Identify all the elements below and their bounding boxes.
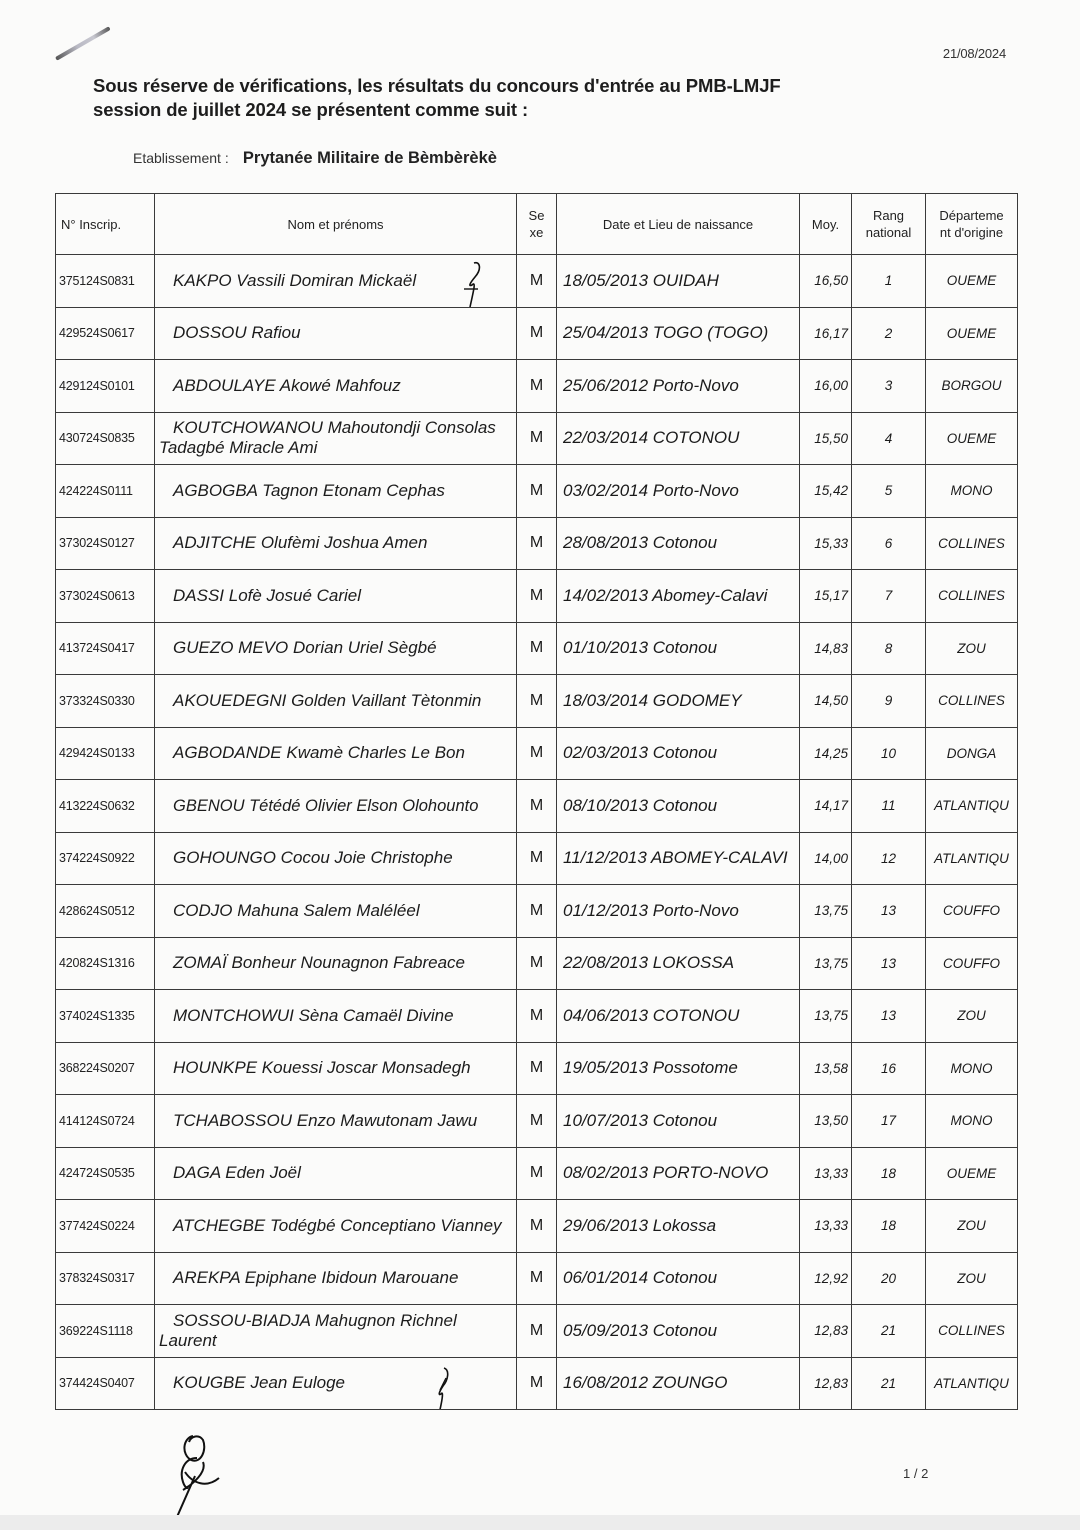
- cell-birth: 18/03/2014 GODOMEY: [557, 675, 800, 728]
- table-row: [56, 885, 1018, 938]
- rank-header-line-2: national: [865, 225, 912, 240]
- cell-name: AGBOGBA Tagnon Etonam Cephas: [155, 465, 517, 518]
- table-row: [56, 1357, 1018, 1410]
- cell-average: 12,83: [800, 1305, 852, 1358]
- cell-rank: 20: [852, 1252, 926, 1305]
- cell-department: ATLANTIQU: [926, 1357, 1018, 1410]
- cell-name: [155, 1357, 517, 1410]
- table-row: [56, 1095, 1018, 1148]
- cell-rank: 17: [852, 1095, 926, 1148]
- handwritten-initial-icon: [426, 1364, 456, 1410]
- cell-department: ZOU: [926, 1200, 1018, 1253]
- cell-rank: 6: [852, 517, 926, 570]
- cell-name: SOSSOU-BIADJA Mahugnon Richnel Laurent: [155, 1305, 517, 1358]
- cell-rank: 12: [852, 832, 926, 885]
- cell-average: 16,17: [800, 307, 852, 360]
- cell-id: 420824S1316: [56, 937, 155, 990]
- column-header-sex: [517, 194, 557, 255]
- cell-department: OUEME: [926, 1147, 1018, 1200]
- column-header-birth: Date et Lieu de naissance: [557, 194, 800, 255]
- cell-id: 374224S0922: [56, 832, 155, 885]
- cell-average: 13,33: [800, 1200, 852, 1253]
- cell-average: 15,17: [800, 570, 852, 623]
- column-header-department: [926, 194, 1018, 255]
- cell-sex: M: [517, 1200, 557, 1253]
- cell-name: GOHOUNGO Cocou Joie Christophe: [155, 832, 517, 885]
- cell-birth: 02/03/2013 Cotonou: [557, 727, 800, 780]
- cell-average: 13,75: [800, 990, 852, 1043]
- cell-name: ADJITCHE Olufèmi Joshua Amen: [155, 517, 517, 570]
- cell-rank: 13: [852, 885, 926, 938]
- table-row: [56, 465, 1018, 518]
- cell-birth: 28/08/2013 Cotonou: [557, 517, 800, 570]
- cell-birth: 08/10/2013 Cotonou: [557, 780, 800, 833]
- cell-name: KOUTCHOWANOU Mahoutondji Consolas Tadagbé Miracle Ami: [155, 412, 517, 465]
- cell-department: COLLINES: [926, 570, 1018, 623]
- cell-sex: M: [517, 622, 557, 675]
- cell-birth: 29/06/2013 Lokossa: [557, 1200, 800, 1253]
- cell-rank: 5: [852, 465, 926, 518]
- table-row: [56, 832, 1018, 885]
- cell-average: 13,33: [800, 1147, 852, 1200]
- cell-name: GBENOU Tétédé Olivier Elson Olohounto: [155, 780, 517, 833]
- cell-id: 374424S0407: [56, 1357, 155, 1410]
- cell-department: OUEME: [926, 307, 1018, 360]
- cell-birth: 05/09/2013 Cotonou: [557, 1305, 800, 1358]
- cell-name: DASSI Lofè Josué Cariel: [155, 570, 517, 623]
- table-header-row: [56, 194, 1018, 255]
- establishment-value: Prytanée Militaire de Bèmbèrèkè: [242, 149, 497, 167]
- cell-sex: M: [517, 360, 557, 413]
- cell-average: 14,50: [800, 675, 852, 728]
- cell-rank: 4: [852, 412, 926, 465]
- cell-name: HOUNKPE Kouessi Joscar Monsadegh: [155, 1042, 517, 1095]
- document-title: [93, 74, 953, 122]
- establishment: [133, 149, 497, 168]
- cell-department: COLLINES: [926, 675, 1018, 728]
- table-row: [56, 360, 1018, 413]
- dept-header-line-1: Départeme: [939, 208, 1004, 223]
- establishment-label: Etablissement :: [133, 150, 229, 166]
- table-row: [56, 675, 1018, 728]
- cell-department: COLLINES: [926, 1305, 1018, 1358]
- cell-birth: 18/05/2013 OUIDAH: [557, 255, 800, 308]
- cell-birth: 11/12/2013 ABOMEY-CALAVI: [557, 832, 800, 885]
- cell-id: 429124S0101: [56, 360, 155, 413]
- cell-average: 12,83: [800, 1357, 852, 1410]
- cell-sex: M: [517, 1357, 557, 1410]
- column-header-rank: [852, 194, 926, 255]
- cell-sex: M: [517, 885, 557, 938]
- cell-rank: 8: [852, 622, 926, 675]
- name-text: KAKPO Vassili Domiran Mickaël: [173, 270, 417, 290]
- cell-sex: M: [517, 937, 557, 990]
- results-table: [55, 193, 1018, 1410]
- cell-department: ATLANTIQU: [926, 832, 1018, 885]
- table-row: [56, 1305, 1018, 1358]
- cell-rank: 11: [852, 780, 926, 833]
- cell-department: MONO: [926, 465, 1018, 518]
- cell-sex: M: [517, 727, 557, 780]
- cell-department: ZOU: [926, 622, 1018, 675]
- cell-sex: M: [517, 307, 557, 360]
- table-row: [56, 570, 1018, 623]
- cell-department: DONGA: [926, 727, 1018, 780]
- pen-stroke-mark: [55, 26, 111, 60]
- cell-average: 12,92: [800, 1252, 852, 1305]
- table-row: [56, 780, 1018, 833]
- dept-header-line-2: nt d'origine: [939, 225, 1004, 240]
- cell-birth: 03/02/2014 Porto-Novo: [557, 465, 800, 518]
- cell-sex: M: [517, 1305, 557, 1358]
- cell-department: OUEME: [926, 412, 1018, 465]
- cell-rank: 16: [852, 1042, 926, 1095]
- cell-sex: M: [517, 832, 557, 885]
- cell-name: TCHABOSSOU Enzo Mawutonam Jawu: [155, 1095, 517, 1148]
- cell-id: 377424S0224: [56, 1200, 155, 1253]
- cell-name: DAGA Eden Joël: [155, 1147, 517, 1200]
- cell-id: 424724S0535: [56, 1147, 155, 1200]
- cell-department: MONO: [926, 1095, 1018, 1148]
- cell-sex: M: [517, 1252, 557, 1305]
- table-row: [56, 307, 1018, 360]
- cell-rank: 13: [852, 937, 926, 990]
- cell-average: 14,17: [800, 780, 852, 833]
- cell-birth: 16/08/2012 ZOUNGO: [557, 1357, 800, 1410]
- cell-rank: 7: [852, 570, 926, 623]
- cell-id: 373024S0127: [56, 517, 155, 570]
- cell-average: 14,00: [800, 832, 852, 885]
- cell-name: AKOUEDEGNI Golden Vaillant Tètonmin: [155, 675, 517, 728]
- cell-average: 15,42: [800, 465, 852, 518]
- cell-rank: 3: [852, 360, 926, 413]
- cell-name: ZOMAÏ Bonheur Nounagnon Fabreace: [155, 937, 517, 990]
- cell-average: 16,50: [800, 255, 852, 308]
- cell-department: OUEME: [926, 255, 1018, 308]
- cell-name: [155, 255, 517, 308]
- rank-header-line-1: Rang: [872, 208, 905, 223]
- cell-id: 374024S1335: [56, 990, 155, 1043]
- cell-rank: 18: [852, 1200, 926, 1253]
- cell-id: 373024S0613: [56, 570, 155, 623]
- cell-name: MONTCHOWUI Sèna Camaël Divine: [155, 990, 517, 1043]
- table-row: [56, 1252, 1018, 1305]
- cell-rank: 18: [852, 1147, 926, 1200]
- handwritten-initial-icon: [458, 259, 488, 307]
- cell-average: 13,75: [800, 937, 852, 990]
- cell-sex: M: [517, 1147, 557, 1200]
- page-number: 1 / 2: [903, 1466, 929, 1481]
- cell-average: 15,50: [800, 412, 852, 465]
- page-bottom-edge: [0, 1515, 1080, 1530]
- cell-id: 428624S0512: [56, 885, 155, 938]
- cell-birth: 04/06/2013 COTONOU: [557, 990, 800, 1043]
- cell-id: 429524S0617: [56, 307, 155, 360]
- cell-name: GUEZO MEVO Dorian Uriel Sègbé: [155, 622, 517, 675]
- cell-sex: M: [517, 1095, 557, 1148]
- table-row: [56, 412, 1018, 465]
- document-date: 21/08/2024: [942, 46, 1006, 61]
- cell-name: AREKPA Epiphane Ibidoun Marouane: [155, 1252, 517, 1305]
- title-line-1: Sous réserve de vérifications, les résultats du concours d'entrée au PMB-LMJF: [93, 75, 781, 96]
- cell-birth: 22/08/2013 LOKOSSA: [557, 937, 800, 990]
- cell-birth: 06/01/2014 Cotonou: [557, 1252, 800, 1305]
- cell-birth: 10/07/2013 Cotonou: [557, 1095, 800, 1148]
- name-text: KOUGBE Jean Euloge: [173, 1373, 345, 1393]
- cell-rank: 1: [852, 255, 926, 308]
- cell-department: ATLANTIQU: [926, 780, 1018, 833]
- cell-department: COUFFO: [926, 885, 1018, 938]
- cell-department: ZOU: [926, 1252, 1018, 1305]
- table-row: [56, 727, 1018, 780]
- cell-birth: 01/10/2013 Cotonou: [557, 622, 800, 675]
- cell-id: 378324S0317: [56, 1252, 155, 1305]
- cell-sex: M: [517, 990, 557, 1043]
- cell-name: AGBODANDE Kwamè Charles Le Bon: [155, 727, 517, 780]
- cell-sex: M: [517, 255, 557, 308]
- cell-rank: 21: [852, 1305, 926, 1358]
- title-line-2: session de juillet 2024 se présentent comme suit :: [93, 99, 529, 120]
- cell-birth: 25/04/2013 TOGO (TOGO): [557, 307, 800, 360]
- cell-average: 14,25: [800, 727, 852, 780]
- cell-birth: 08/02/2013 PORTO-NOVO: [557, 1147, 800, 1200]
- sex-header-line-2: xe: [529, 225, 544, 240]
- cell-sex: M: [517, 412, 557, 465]
- cell-rank: 2: [852, 307, 926, 360]
- column-header-avg: Moy.: [800, 194, 852, 255]
- cell-birth: 14/02/2013 Abomey-Calavi: [557, 570, 800, 623]
- cell-birth: 25/06/2012 Porto-Novo: [557, 360, 800, 413]
- cell-sex: M: [517, 780, 557, 833]
- cell-id: 429424S0133: [56, 727, 155, 780]
- table-row: [56, 517, 1018, 570]
- cell-id: 430724S0835: [56, 412, 155, 465]
- cell-average: 13,58: [800, 1042, 852, 1095]
- cell-average: 13,50: [800, 1095, 852, 1148]
- cell-average: 13,75: [800, 885, 852, 938]
- cell-department: MONO: [926, 1042, 1018, 1095]
- cell-id: 414124S0724: [56, 1095, 155, 1148]
- table-row: [56, 990, 1018, 1043]
- sex-header-line-1: Se: [528, 208, 545, 223]
- cell-average: 16,00: [800, 360, 852, 413]
- cell-name: CODJO Mahuna Salem Maléléel: [155, 885, 517, 938]
- cell-sex: M: [517, 1042, 557, 1095]
- cell-rank: 21: [852, 1357, 926, 1410]
- table-row: [56, 937, 1018, 990]
- cell-id: 413224S0632: [56, 780, 155, 833]
- cell-id: 373324S0330: [56, 675, 155, 728]
- cell-birth: 01/12/2013 Porto-Novo: [557, 885, 800, 938]
- cell-average: 15,33: [800, 517, 852, 570]
- cell-name: DOSSOU Rafiou: [155, 307, 517, 360]
- cell-name: ABDOULAYE Akowé Mahfouz: [155, 360, 517, 413]
- table-row: [56, 1200, 1018, 1253]
- cell-id: 413724S0417: [56, 622, 155, 675]
- cell-id: 375124S0831: [56, 255, 155, 308]
- cell-rank: 9: [852, 675, 926, 728]
- cell-rank: 13: [852, 990, 926, 1043]
- cell-id: 368224S0207: [56, 1042, 155, 1095]
- cell-average: 14,83: [800, 622, 852, 675]
- table-row: [56, 1147, 1018, 1200]
- cell-department: BORGOU: [926, 360, 1018, 413]
- cell-sex: M: [517, 570, 557, 623]
- table-row: [56, 1042, 1018, 1095]
- signature-icon: [163, 1432, 233, 1527]
- cell-id: 369224S1118: [56, 1305, 155, 1358]
- table-row: [56, 255, 1018, 308]
- cell-rank: 10: [852, 727, 926, 780]
- cell-id: 424224S0111: [56, 465, 155, 518]
- column-header-name: Nom et prénoms: [155, 194, 517, 255]
- table-row: [56, 622, 1018, 675]
- column-header-id: N° Inscrip.: [56, 194, 155, 255]
- cell-name: ATCHEGBE Todégbé Conceptiano Vianney: [155, 1200, 517, 1253]
- cell-birth: 22/03/2014 COTONOU: [557, 412, 800, 465]
- cell-birth: 19/05/2013 Possotome: [557, 1042, 800, 1095]
- cell-sex: M: [517, 465, 557, 518]
- cell-department: COLLINES: [926, 517, 1018, 570]
- cell-department: ZOU: [926, 990, 1018, 1043]
- cell-sex: M: [517, 675, 557, 728]
- cell-sex: M: [517, 517, 557, 570]
- cell-department: COUFFO: [926, 937, 1018, 990]
